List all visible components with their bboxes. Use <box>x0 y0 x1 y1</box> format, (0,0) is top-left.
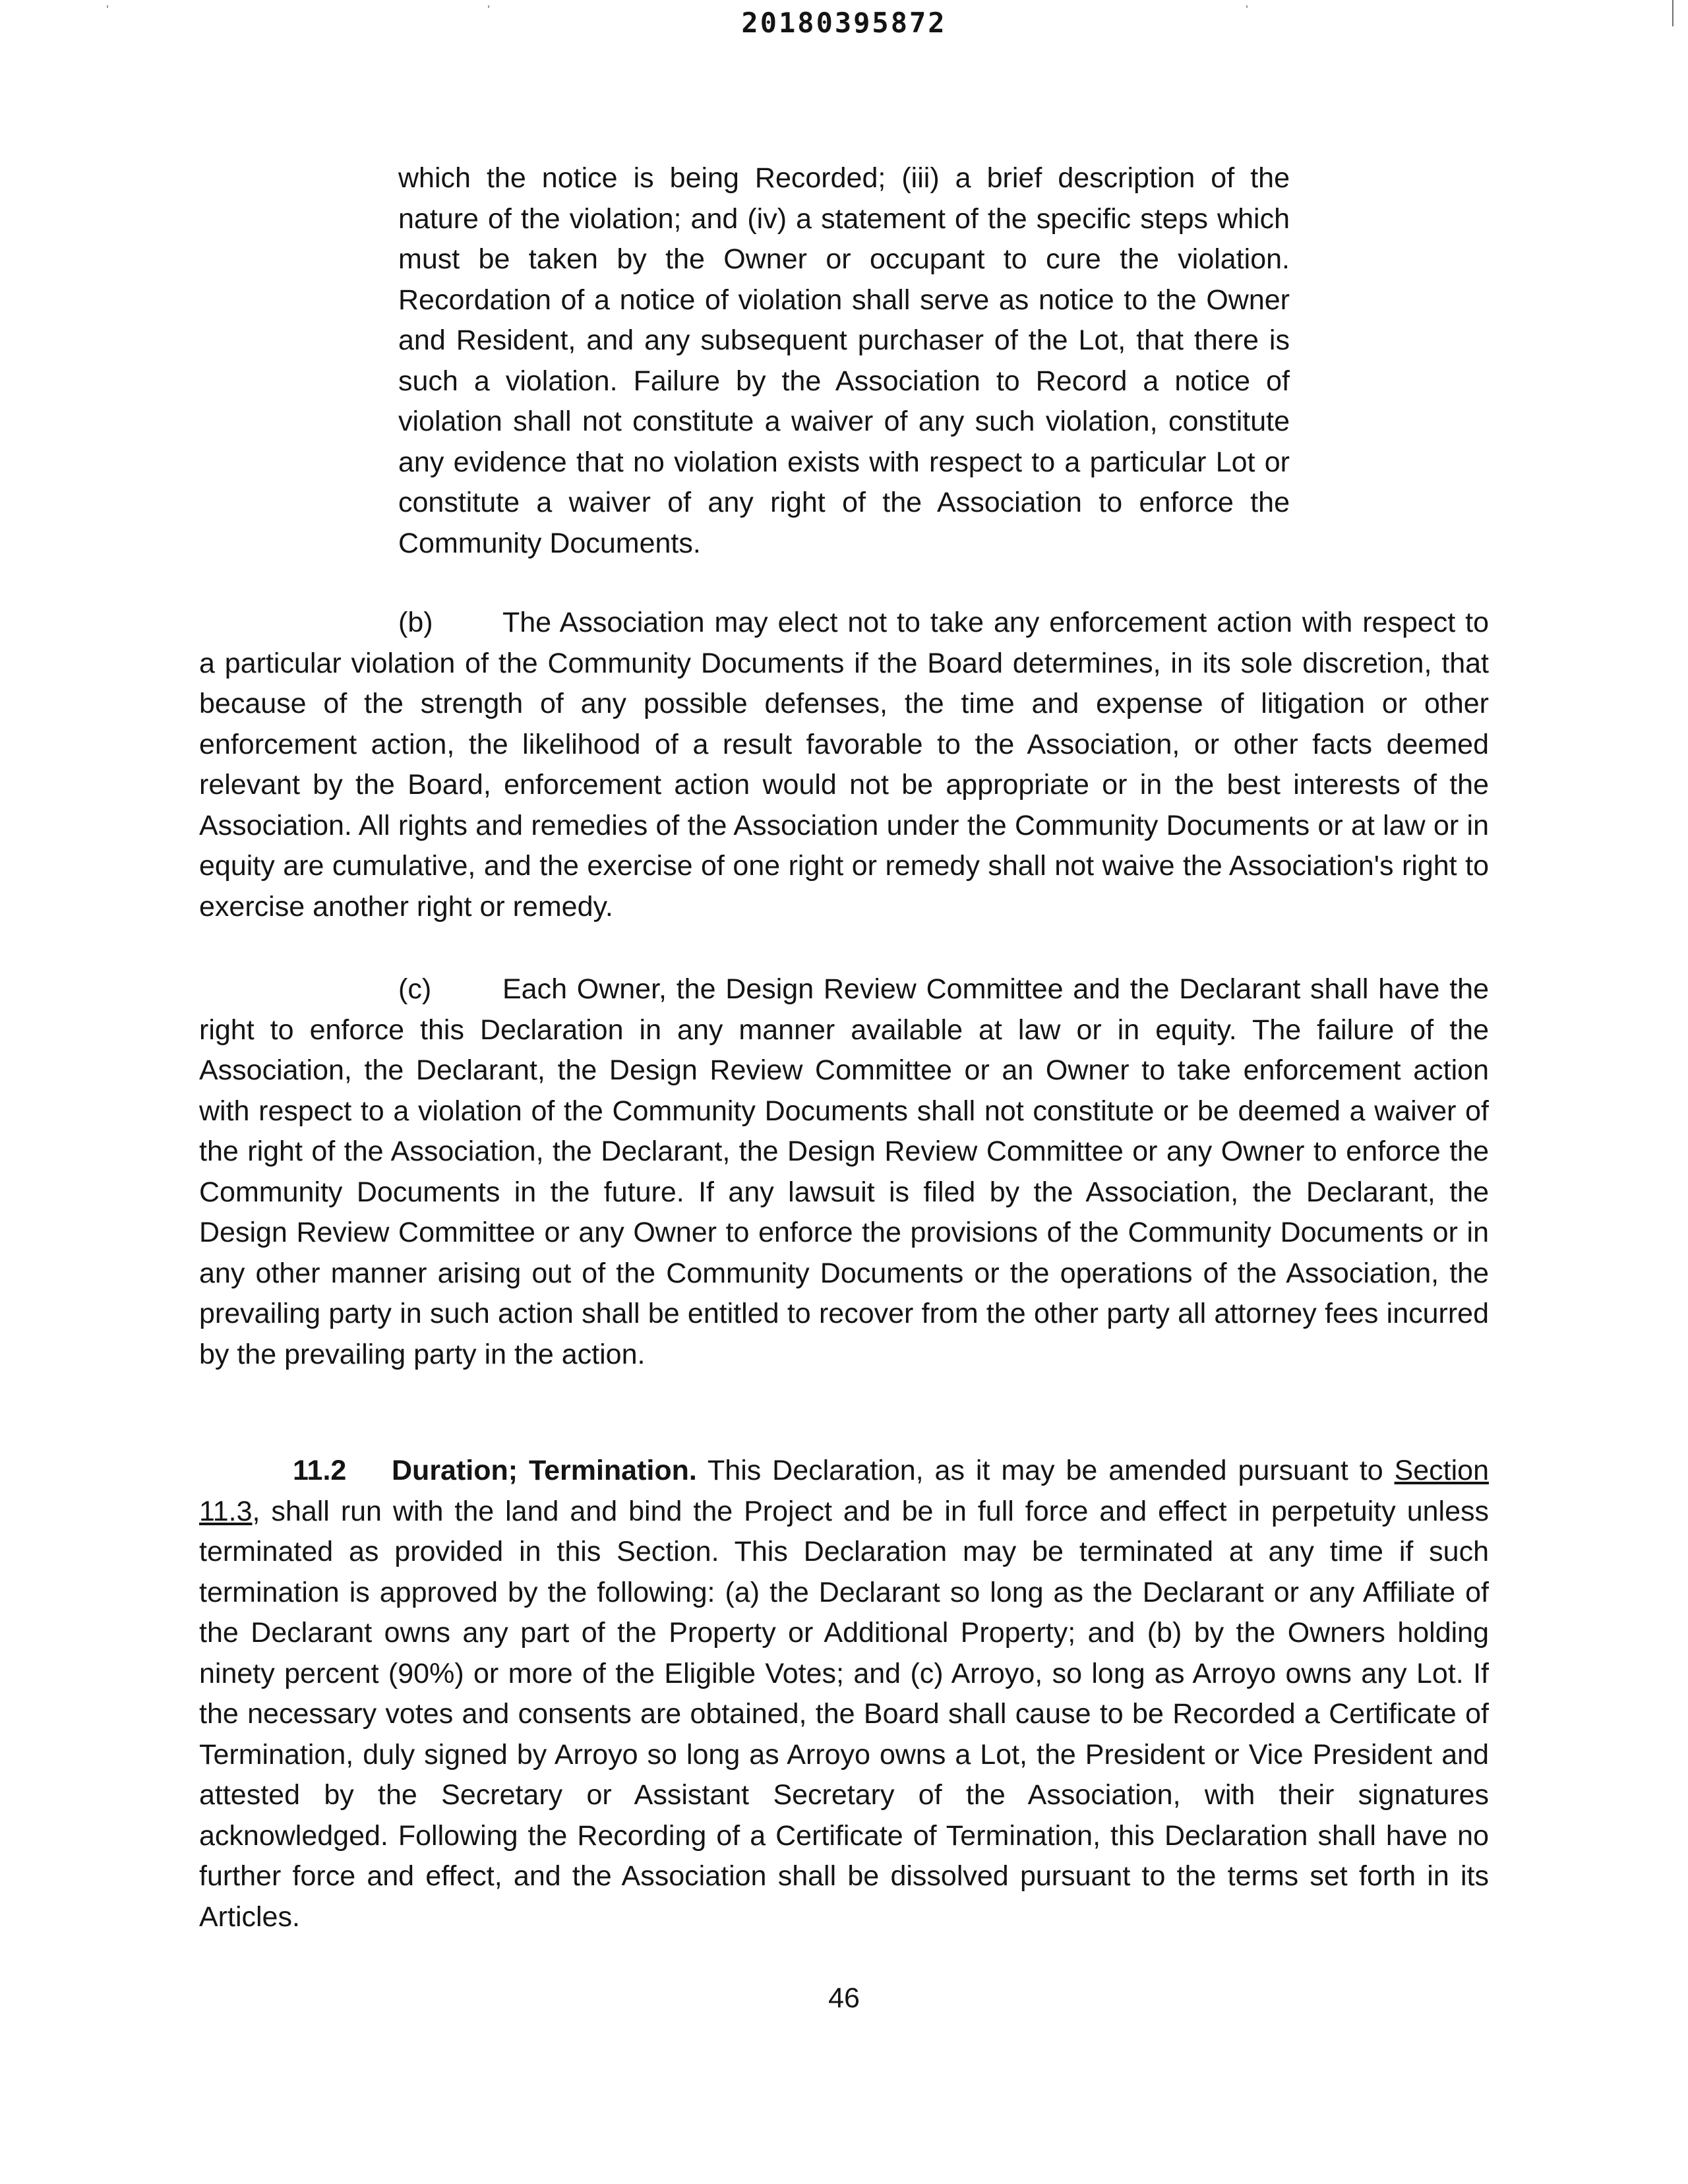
paragraph-b-text: The Association may elect not to take any enforcement action with respect to a particular violation of the Community Documents if the Board determines, in its sole discretion, that because of the strength of any possible defenses, the time and expense of litigation or other enforcement action, the likelihood of a result favorable to the Association, or other facts deemed relevant by the Board, enforcement action would not be appropriate or in the best interests of the Association. All rights and remedies of the Association under the Community Documents or at law or in equity are cumulative, and the exercise of one right or remedy shall not waive the Association's right to exercise another right or remedy. <box>199 607 1489 923</box>
paragraph-c <box>199 969 1489 1375</box>
section-text-before-reference: This Declaration, as it may be amended pursuant to <box>708 1455 1383 1486</box>
section-cross-reference: Section 11.3 <box>199 1455 1489 1527</box>
paragraph-b-label: (b) <box>398 607 433 638</box>
document-number: 20180395872 <box>741 7 947 39</box>
section-title: Duration; Termination. <box>392 1455 697 1486</box>
paragraph-b <box>199 603 1489 927</box>
continued-paragraph <box>398 158 1290 564</box>
paragraph-c-text: Each Owner, the Design Review Committee and the Declarant shall have the right to enforce this Declaration in any manner available at law or in equity. The failure of the Association, the Declarant, the Design Review Committee or an Owner to take enforcement action with respect to a violation of the Community Documents shall not constitute or be deemed a waiver of the right of the Association, the Declarant, the Design Review Committee or any Owner to enforce the Community Documents in the future. If any lawsuit is filed by the Association, the Declarant, the Design Review Committee or any Owner to enforce the provisions of the Community Documents or in any other manner arising out of the Community Documents or the operations of the Association, the prevailing party in such action shall be entitled to recover from the other party all attorney fees incurred by the prevailing party in the action. <box>199 973 1489 1370</box>
page-number: 46 <box>828 1982 860 2014</box>
paragraph-c-label: (c) <box>398 973 432 1005</box>
section-11-2 <box>199 1451 1489 1937</box>
continued-paragraph-text: which the notice is being Recorded; (iii) a brief description of the nature of the violation; and (iv) a statement of the specific steps which must be taken by the Owner or occupant to cure the violation. Recordation of a notice of violation shall serve as notice to the Owner and Resident, and any subsequent purchaser of the Lot, that there is such a violation. Failure by the Association to Record a notice of violation shall not constitute a waiver of any such violation, constitute any evidence that no violation exists with respect to a particular Lot or constitute a waiver of any right of the Association to enforce the Community Documents. <box>398 162 1290 559</box>
section-number: 11.2 <box>293 1455 347 1486</box>
section-text-after-reference: , shall run with the land and bind the Project and be in full force and effect in perpetuity unless terminated as provided in this Section. This Declaration may be terminated at any time if such termination is approved by the following: (a) the Declarant so long as the Declarant or any Affiliate of the Declarant owns any part of the Property or Additional Property; and (b) by the Owners holding ninety percent (90%) or more of the Eligible Votes; and (c) Arroyo, so long as Arroyo owns any Lot. If the necessary votes and consents are obtained, the Board shall cause to be Recorded a Certificate of Termination, duly signed by Arroyo so long as Arroyo owns a Lot, the President or Vice President and attested by the Secretary or Assistant Secretary of the Association, with their signatures acknowledged. Following the Recording of a Certificate of Termination, this Declaration shall have no further force and effect, and the Association shall be dissolved pursuant to the terms set forth in its Articles. <box>199 1495 1489 1933</box>
